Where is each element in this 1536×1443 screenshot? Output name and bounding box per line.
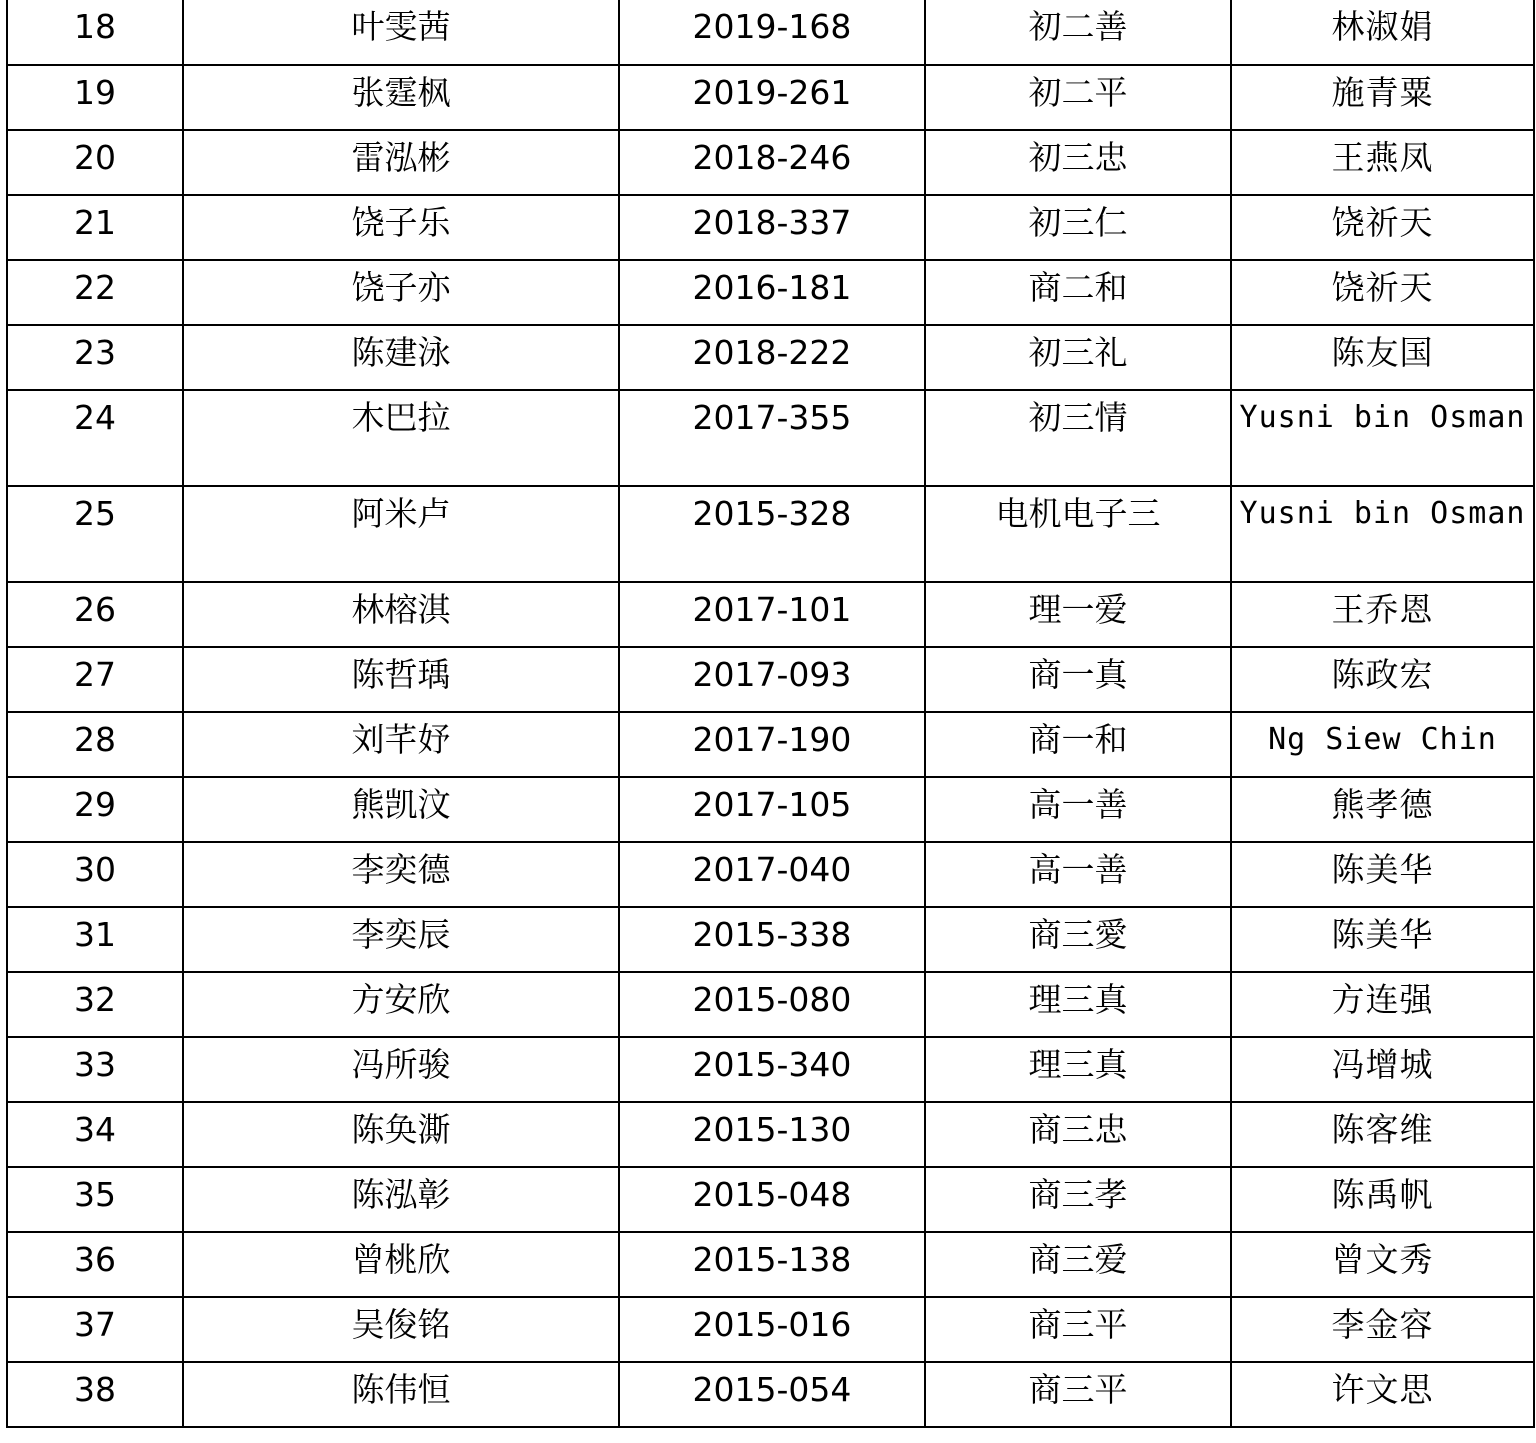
teacher-cell: Ng Siew Chin [1231,712,1534,777]
teacher-cell: 陈政宏 [1231,647,1534,712]
class-cell: 商一和 [925,712,1231,777]
row-number-cell: 26 [7,582,183,647]
teacher-cell: 王燕凤 [1231,130,1534,195]
row-number-cell: 31 [7,907,183,972]
class-cell: 高一善 [925,842,1231,907]
student-id-cell: 2017-105 [619,777,925,842]
row-number-cell: 25 [7,486,183,582]
row-number-cell: 34 [7,1102,183,1167]
student-name-cell: 刘芊妤 [183,712,619,777]
student-name-cell: 方安欣 [183,972,619,1037]
class-cell: 理三真 [925,972,1231,1037]
student-name-cell: 叶雯茜 [183,0,619,65]
table-row [7,907,1534,972]
student-id-cell: 2015-138 [619,1232,925,1297]
class-cell: 初三情 [925,390,1231,486]
row-number-cell: 27 [7,647,183,712]
student-name-cell: 饶子亦 [183,260,619,325]
table-row [7,1037,1534,1102]
student-name-cell: 木巴拉 [183,390,619,486]
student-name-cell: 张霆枫 [183,65,619,130]
teacher-cell: 饶祈天 [1231,260,1534,325]
table-row [7,1102,1534,1167]
student-name-cell: 陈泓彰 [183,1167,619,1232]
row-number-cell: 37 [7,1297,183,1362]
student-name-cell: 曾桃欣 [183,1232,619,1297]
student-name-cell: 陈哲瑀 [183,647,619,712]
student-name-cell: 冯所骏 [183,1037,619,1102]
student-name-cell: 李奕德 [183,842,619,907]
class-cell: 商三孝 [925,1167,1231,1232]
teacher-cell: 陈美华 [1231,907,1534,972]
table-row [7,647,1534,712]
table-row [7,486,1534,582]
student-id-cell: 2015-054 [619,1362,925,1427]
student-id-cell: 2018-337 [619,195,925,260]
class-cell: 理三真 [925,1037,1231,1102]
teacher-cell: 熊孝德 [1231,777,1534,842]
class-cell: 初三礼 [925,325,1231,390]
student-table [6,0,1535,1428]
row-number-cell: 24 [7,390,183,486]
class-cell: 理一爱 [925,582,1231,647]
table-row [7,65,1534,130]
student-name-cell: 阿米卢 [183,486,619,582]
row-number-cell: 36 [7,1232,183,1297]
student-table-page [6,0,1533,1428]
teacher-cell: 曾文秀 [1231,1232,1534,1297]
student-name-cell: 李奕辰 [183,907,619,972]
class-cell: 商三平 [925,1297,1231,1362]
table-row [7,325,1534,390]
student-id-cell: 2017-093 [619,647,925,712]
row-number-cell: 35 [7,1167,183,1232]
student-name-cell: 雷泓彬 [183,130,619,195]
table-row [7,1362,1534,1427]
table-row [7,1167,1534,1232]
teacher-cell: 陈友国 [1231,325,1534,390]
table-row [7,390,1534,486]
table-row [7,0,1534,65]
table-row [7,1297,1534,1362]
student-id-cell: 2017-101 [619,582,925,647]
class-cell: 初三仁 [925,195,1231,260]
teacher-cell: 林淑娟 [1231,0,1534,65]
student-id-cell: 2019-261 [619,65,925,130]
row-number-cell: 19 [7,65,183,130]
class-cell: 商一真 [925,647,1231,712]
student-id-cell: 2015-338 [619,907,925,972]
class-cell: 商二和 [925,260,1231,325]
row-number-cell: 30 [7,842,183,907]
row-number-cell: 22 [7,260,183,325]
row-number-cell: 29 [7,777,183,842]
teacher-cell: Yusni bin Osman [1231,390,1534,486]
row-number-cell: 21 [7,195,183,260]
student-id-cell: 2015-016 [619,1297,925,1362]
class-cell: 高一善 [925,777,1231,842]
student-id-cell: 2015-048 [619,1167,925,1232]
teacher-cell: Yusni bin Osman [1231,486,1534,582]
student-id-cell: 2015-328 [619,486,925,582]
teacher-cell: 王乔恩 [1231,582,1534,647]
student-id-cell: 2017-190 [619,712,925,777]
row-number-cell: 38 [7,1362,183,1427]
student-id-cell: 2017-040 [619,842,925,907]
table-row [7,712,1534,777]
teacher-cell: 陈客维 [1231,1102,1534,1167]
row-number-cell: 18 [7,0,183,65]
student-name-cell: 吴俊铭 [183,1297,619,1362]
teacher-cell: 冯增城 [1231,1037,1534,1102]
row-number-cell: 23 [7,325,183,390]
table-row [7,777,1534,842]
student-name-cell: 陈建泳 [183,325,619,390]
student-id-cell: 2017-355 [619,390,925,486]
table-row [7,842,1534,907]
student-id-cell: 2016-181 [619,260,925,325]
student-table-body [7,0,1534,1427]
class-cell: 商三愛 [925,907,1231,972]
row-number-cell: 20 [7,130,183,195]
student-id-cell: 2018-222 [619,325,925,390]
class-cell: 初三忠 [925,130,1231,195]
row-number-cell: 28 [7,712,183,777]
teacher-cell: 许文思 [1231,1362,1534,1427]
class-cell: 商三忠 [925,1102,1231,1167]
student-name-cell: 林榕淇 [183,582,619,647]
class-cell: 电机电子三 [925,486,1231,582]
class-cell: 初二善 [925,0,1231,65]
student-id-cell: 2018-246 [619,130,925,195]
table-row [7,195,1534,260]
row-number-cell: 32 [7,972,183,1037]
table-row [7,260,1534,325]
row-number-cell: 33 [7,1037,183,1102]
class-cell: 商三爱 [925,1232,1231,1297]
student-id-cell: 2015-340 [619,1037,925,1102]
teacher-cell: 李金容 [1231,1297,1534,1362]
student-name-cell: 熊凯汶 [183,777,619,842]
table-row [7,130,1534,195]
student-id-cell: 2015-080 [619,972,925,1037]
student-name-cell: 陈伟恒 [183,1362,619,1427]
student-id-cell: 2019-168 [619,0,925,65]
student-id-cell: 2015-130 [619,1102,925,1167]
table-row [7,1232,1534,1297]
teacher-cell: 施青粟 [1231,65,1534,130]
class-cell: 商三平 [925,1362,1231,1427]
class-cell: 初二平 [925,65,1231,130]
student-name-cell: 饶子乐 [183,195,619,260]
teacher-cell: 陈美华 [1231,842,1534,907]
student-name-cell: 陈奂澌 [183,1102,619,1167]
teacher-cell: 陈禹帆 [1231,1167,1534,1232]
teacher-cell: 饶祈天 [1231,195,1534,260]
table-row [7,972,1534,1037]
teacher-cell: 方连强 [1231,972,1534,1037]
table-row [7,582,1534,647]
